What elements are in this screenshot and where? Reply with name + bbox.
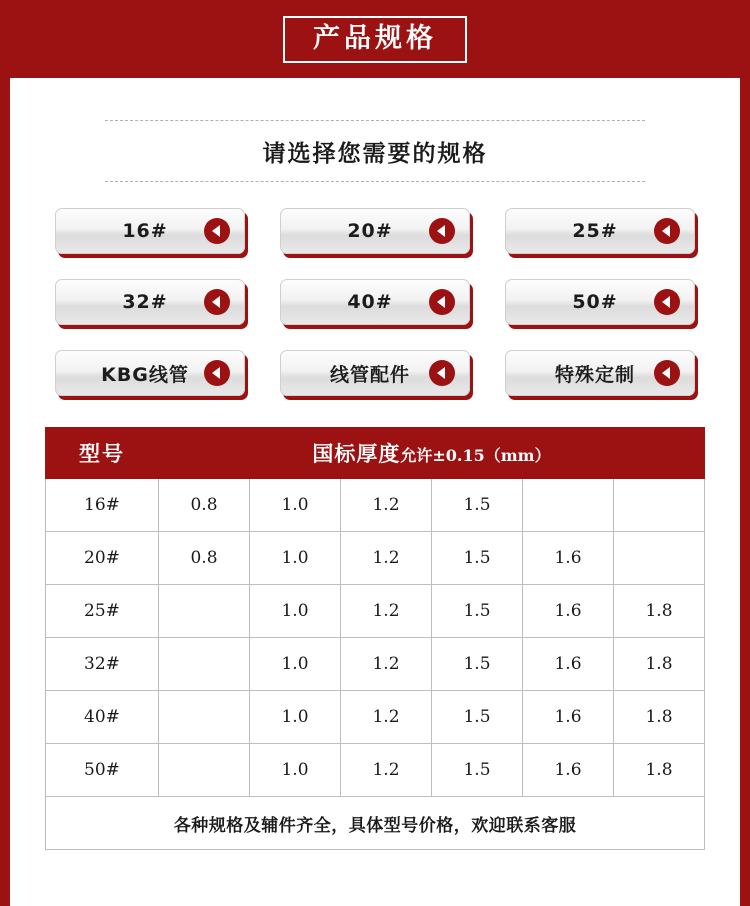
cell-value: 1.5 <box>432 532 523 585</box>
play-arrow-icon <box>204 360 230 386</box>
subtitle-text: 请选择您需要的规格 <box>262 141 488 167</box>
cell-value: 1.6 <box>523 585 614 638</box>
play-arrow-icon <box>429 218 455 244</box>
spec-button-label: 特殊定制 <box>554 363 635 386</box>
cell-value: 1.2 <box>341 585 432 638</box>
spec-button-label: 50# <box>572 291 618 313</box>
play-arrow-icon <box>429 360 455 386</box>
cell-value: 1.2 <box>341 532 432 585</box>
cell-model: 32# <box>46 638 159 691</box>
cell-value <box>614 532 705 585</box>
thickness-header-main: 国标厚度 <box>312 441 401 466</box>
spec-button-20[interactable] <box>280 208 470 254</box>
spec-button-custom[interactable] <box>505 350 695 396</box>
play-arrow-icon <box>654 360 680 386</box>
spec-button-16[interactable] <box>55 208 245 254</box>
divider-bottom <box>105 181 645 182</box>
table-row <box>46 638 705 691</box>
cell-value <box>523 479 614 532</box>
spec-button-kbg-conduit[interactable] <box>55 350 245 396</box>
cell-value <box>159 585 250 638</box>
banner-title-box <box>283 16 467 63</box>
table-row <box>46 532 705 585</box>
cell-value: 0.8 <box>159 532 250 585</box>
cell-value: 1.0 <box>250 532 341 585</box>
play-arrow-icon <box>204 289 230 315</box>
cell-value: 1.8 <box>614 585 705 638</box>
table-row <box>46 744 705 797</box>
page-title: 产品规格 <box>313 22 437 54</box>
cell-model: 25# <box>46 585 159 638</box>
cell-value: 1.0 <box>250 479 341 532</box>
cell-value: 1.2 <box>341 638 432 691</box>
cell-value: 1.6 <box>523 638 614 691</box>
cell-model: 40# <box>46 691 159 744</box>
cell-value: 1.0 <box>250 638 341 691</box>
cell-value: 1.5 <box>432 691 523 744</box>
thickness-header-sub: 允许±0.15（mm） <box>400 446 551 465</box>
cell-value <box>159 744 250 797</box>
spec-button-32[interactable] <box>55 279 245 325</box>
table-row <box>46 585 705 638</box>
play-arrow-icon <box>429 289 455 315</box>
play-arrow-icon <box>654 289 680 315</box>
table-note-row <box>46 797 705 850</box>
cell-value: 1.0 <box>250 744 341 797</box>
spec-button-50[interactable] <box>505 279 695 325</box>
cell-value: 1.5 <box>432 585 523 638</box>
spec-button-label: 25# <box>572 220 618 242</box>
cell-value: 1.2 <box>341 691 432 744</box>
spec-button-25[interactable] <box>505 208 695 254</box>
cell-model: 50# <box>46 744 159 797</box>
spec-button-label: 20# <box>347 220 393 242</box>
column-header-thickness <box>159 428 705 479</box>
cell-value: 0.8 <box>159 479 250 532</box>
cell-value: 1.5 <box>432 638 523 691</box>
spec-button-label: KBG线管 <box>101 363 189 386</box>
cell-value: 1.2 <box>341 744 432 797</box>
cell-value: 1.6 <box>523 691 614 744</box>
spec-button-label: 32# <box>122 291 168 313</box>
cell-value: 1.5 <box>432 744 523 797</box>
cell-value <box>614 479 705 532</box>
spec-button-label: 16# <box>122 220 168 242</box>
table-row <box>46 691 705 744</box>
cell-value: 1.8 <box>614 691 705 744</box>
cell-value: 1.6 <box>523 532 614 585</box>
cell-value: 1.8 <box>614 744 705 797</box>
table-note: 各种规格及辅件齐全，具体型号价格，欢迎联系客服 <box>46 797 705 850</box>
spec-button-grid <box>55 208 695 421</box>
spec-button-label: 40# <box>347 291 393 313</box>
cell-value <box>159 638 250 691</box>
cell-model: 16# <box>46 479 159 532</box>
play-arrow-icon <box>204 218 230 244</box>
cell-value: 1.2 <box>341 479 432 532</box>
table-row <box>46 479 705 532</box>
cell-value: 1.0 <box>250 585 341 638</box>
subtitle-section <box>0 120 750 182</box>
table-header-row <box>46 428 705 479</box>
cell-value: 1.5 <box>432 479 523 532</box>
cell-model: 20# <box>46 532 159 585</box>
cell-value: 1.6 <box>523 744 614 797</box>
spec-table <box>45 427 705 850</box>
cell-value <box>159 691 250 744</box>
spec-button-label: 线管配件 <box>329 363 410 386</box>
cell-value: 1.0 <box>250 691 341 744</box>
column-header-model: 型号 <box>46 428 159 479</box>
spec-table-wrap <box>45 427 705 850</box>
play-arrow-icon <box>654 218 680 244</box>
spec-button-40[interactable] <box>280 279 470 325</box>
spec-button-conduit-fittings[interactable] <box>280 350 470 396</box>
cell-value: 1.8 <box>614 638 705 691</box>
page-banner <box>0 0 750 78</box>
